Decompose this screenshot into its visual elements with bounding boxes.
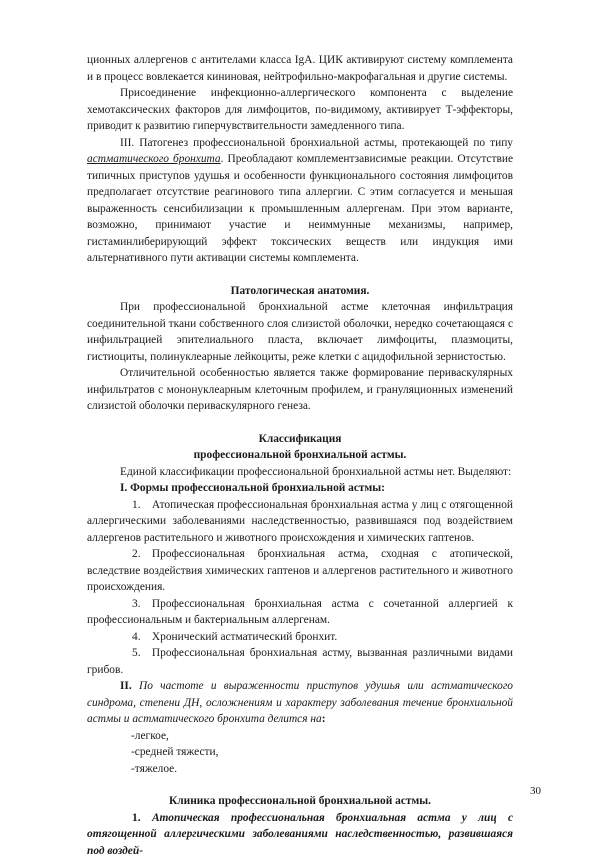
severity-item-2: -средней тяжести, — [87, 744, 513, 761]
form-item-3: 3. Профессиональная бронхиальная астма с сочетанной аллергией к профессиональным и бактериальным аллергенам. — [87, 596, 513, 629]
document-page — [87, 52, 513, 859]
paragraph-3-term: астматического бронхита — [87, 153, 221, 165]
paragraph-7-text: По частоте и выраженности приступов удушья или астматического синдрома, степени ДН, осложнениям и характеру заболевания течение бронхиальной астмы и астматического бронхита делится на — [87, 680, 513, 725]
paragraph-7-number: II. — [120, 680, 132, 692]
paragraph-8-text: Атопическая профессиональная бронхиальная астма у лиц с отягощенной аллергическими заболеваниями наследственностью, развившаяся под воздей- — [87, 812, 513, 857]
paragraph-7 — [87, 678, 513, 728]
paragraph-5: Отличительной особенностью является также формирование периваскулярных инфильтратов с мононуклеарным клеточным профилем, и грануляционных изменений слизистой оболочки периваскулярного генеза. — [87, 365, 513, 415]
paragraph-8-number: 1. — [132, 812, 141, 824]
paragraph-2: Присоединение инфекционно-аллергического компонента с выделение хемотаксических факторов для лимфоцитов, по-видимому, активирует Т-эффекторы, приводит к развитию гиперчувствительности замедленного типа. — [87, 85, 513, 135]
form-item-5: 5. Профессиональная бронхиальная астму, вызванная различными видами грибов. — [87, 645, 513, 678]
paragraph-8 — [87, 810, 513, 859]
form-item-2: 2. Профессиональная бронхиальная астма, сходная с атопической, вследствие воздействия химических гаптенов и аллергенов растительного и животного происхождения. — [87, 546, 513, 596]
form-item-1: 1. Атопическая профессиональная бронхиальная астма у лиц с отягощенной аллергическими заболеваниями наследственностью, развившаяся под воздействием аллергенов растительного и животного происхождения и химических гаптенов. — [87, 497, 513, 547]
paragraph-3-rest: . Преобладают комплементзависимые реакции. Отсутствие типичных приступов удушья и особенности функционального состояния лимфоцитов предполагает отсутствие реагинового типа аллергии. С этим согласуется и меньшая выраженность сенсибилизации к промышленным аллергенам. При этом варианте, возможно, принимают участие и неиммунные механизмы, например, гистаминлиберирующий эффект токсических веществ или индукция ими альтернативного пути активации системы комплемента. — [87, 153, 513, 264]
paragraph-3 — [87, 135, 513, 267]
page-number: 30 — [530, 785, 541, 797]
severity-item-3: -тяжелое. — [87, 761, 513, 778]
heading-pathology: Патологическая анатомия. — [87, 283, 513, 300]
heading-classification-sub: профессиональной бронхиальной астмы. — [87, 447, 513, 464]
heading-clinic: Клиника профессиональной бронхиальной астмы. — [87, 793, 513, 810]
paragraph-3-start: III. Патогенез профессиональной бронхиальной астмы, протекающей по типу — [120, 137, 513, 149]
severity-item-1: -легкое, — [87, 728, 513, 745]
paragraph-7-colon: : — [322, 713, 326, 725]
paragraph-6: Единой классификации профессиональной бронхиальной астмы нет. Выделяют: — [87, 464, 513, 481]
heading-classification: Классификация — [87, 431, 513, 448]
heading-forms: I. Формы профессиональной бронхиальной астмы: — [87, 480, 513, 497]
paragraph-4: При профессиональной бронхиальной астме клеточная инфильтрация соединительной ткани собственного слоя слизистой оболочки, нередко сочетающаяся с инфильтрацией эпителиального пласта, включает лимфоциты, плазмоциты, гистиоциты, полинуклеарные лейкоциты, реже клетки с ацидофильной зернистостью. — [87, 299, 513, 365]
form-item-4: 4. Хронический астматический бронхит. — [87, 629, 513, 646]
paragraph-1: ционных аллергенов с антителами класса IgA. ЦИК активируют систему комплемента и в процесс вовлекается кининовая, нейтрофильно-макрофагальная и другие системы. — [87, 52, 513, 85]
